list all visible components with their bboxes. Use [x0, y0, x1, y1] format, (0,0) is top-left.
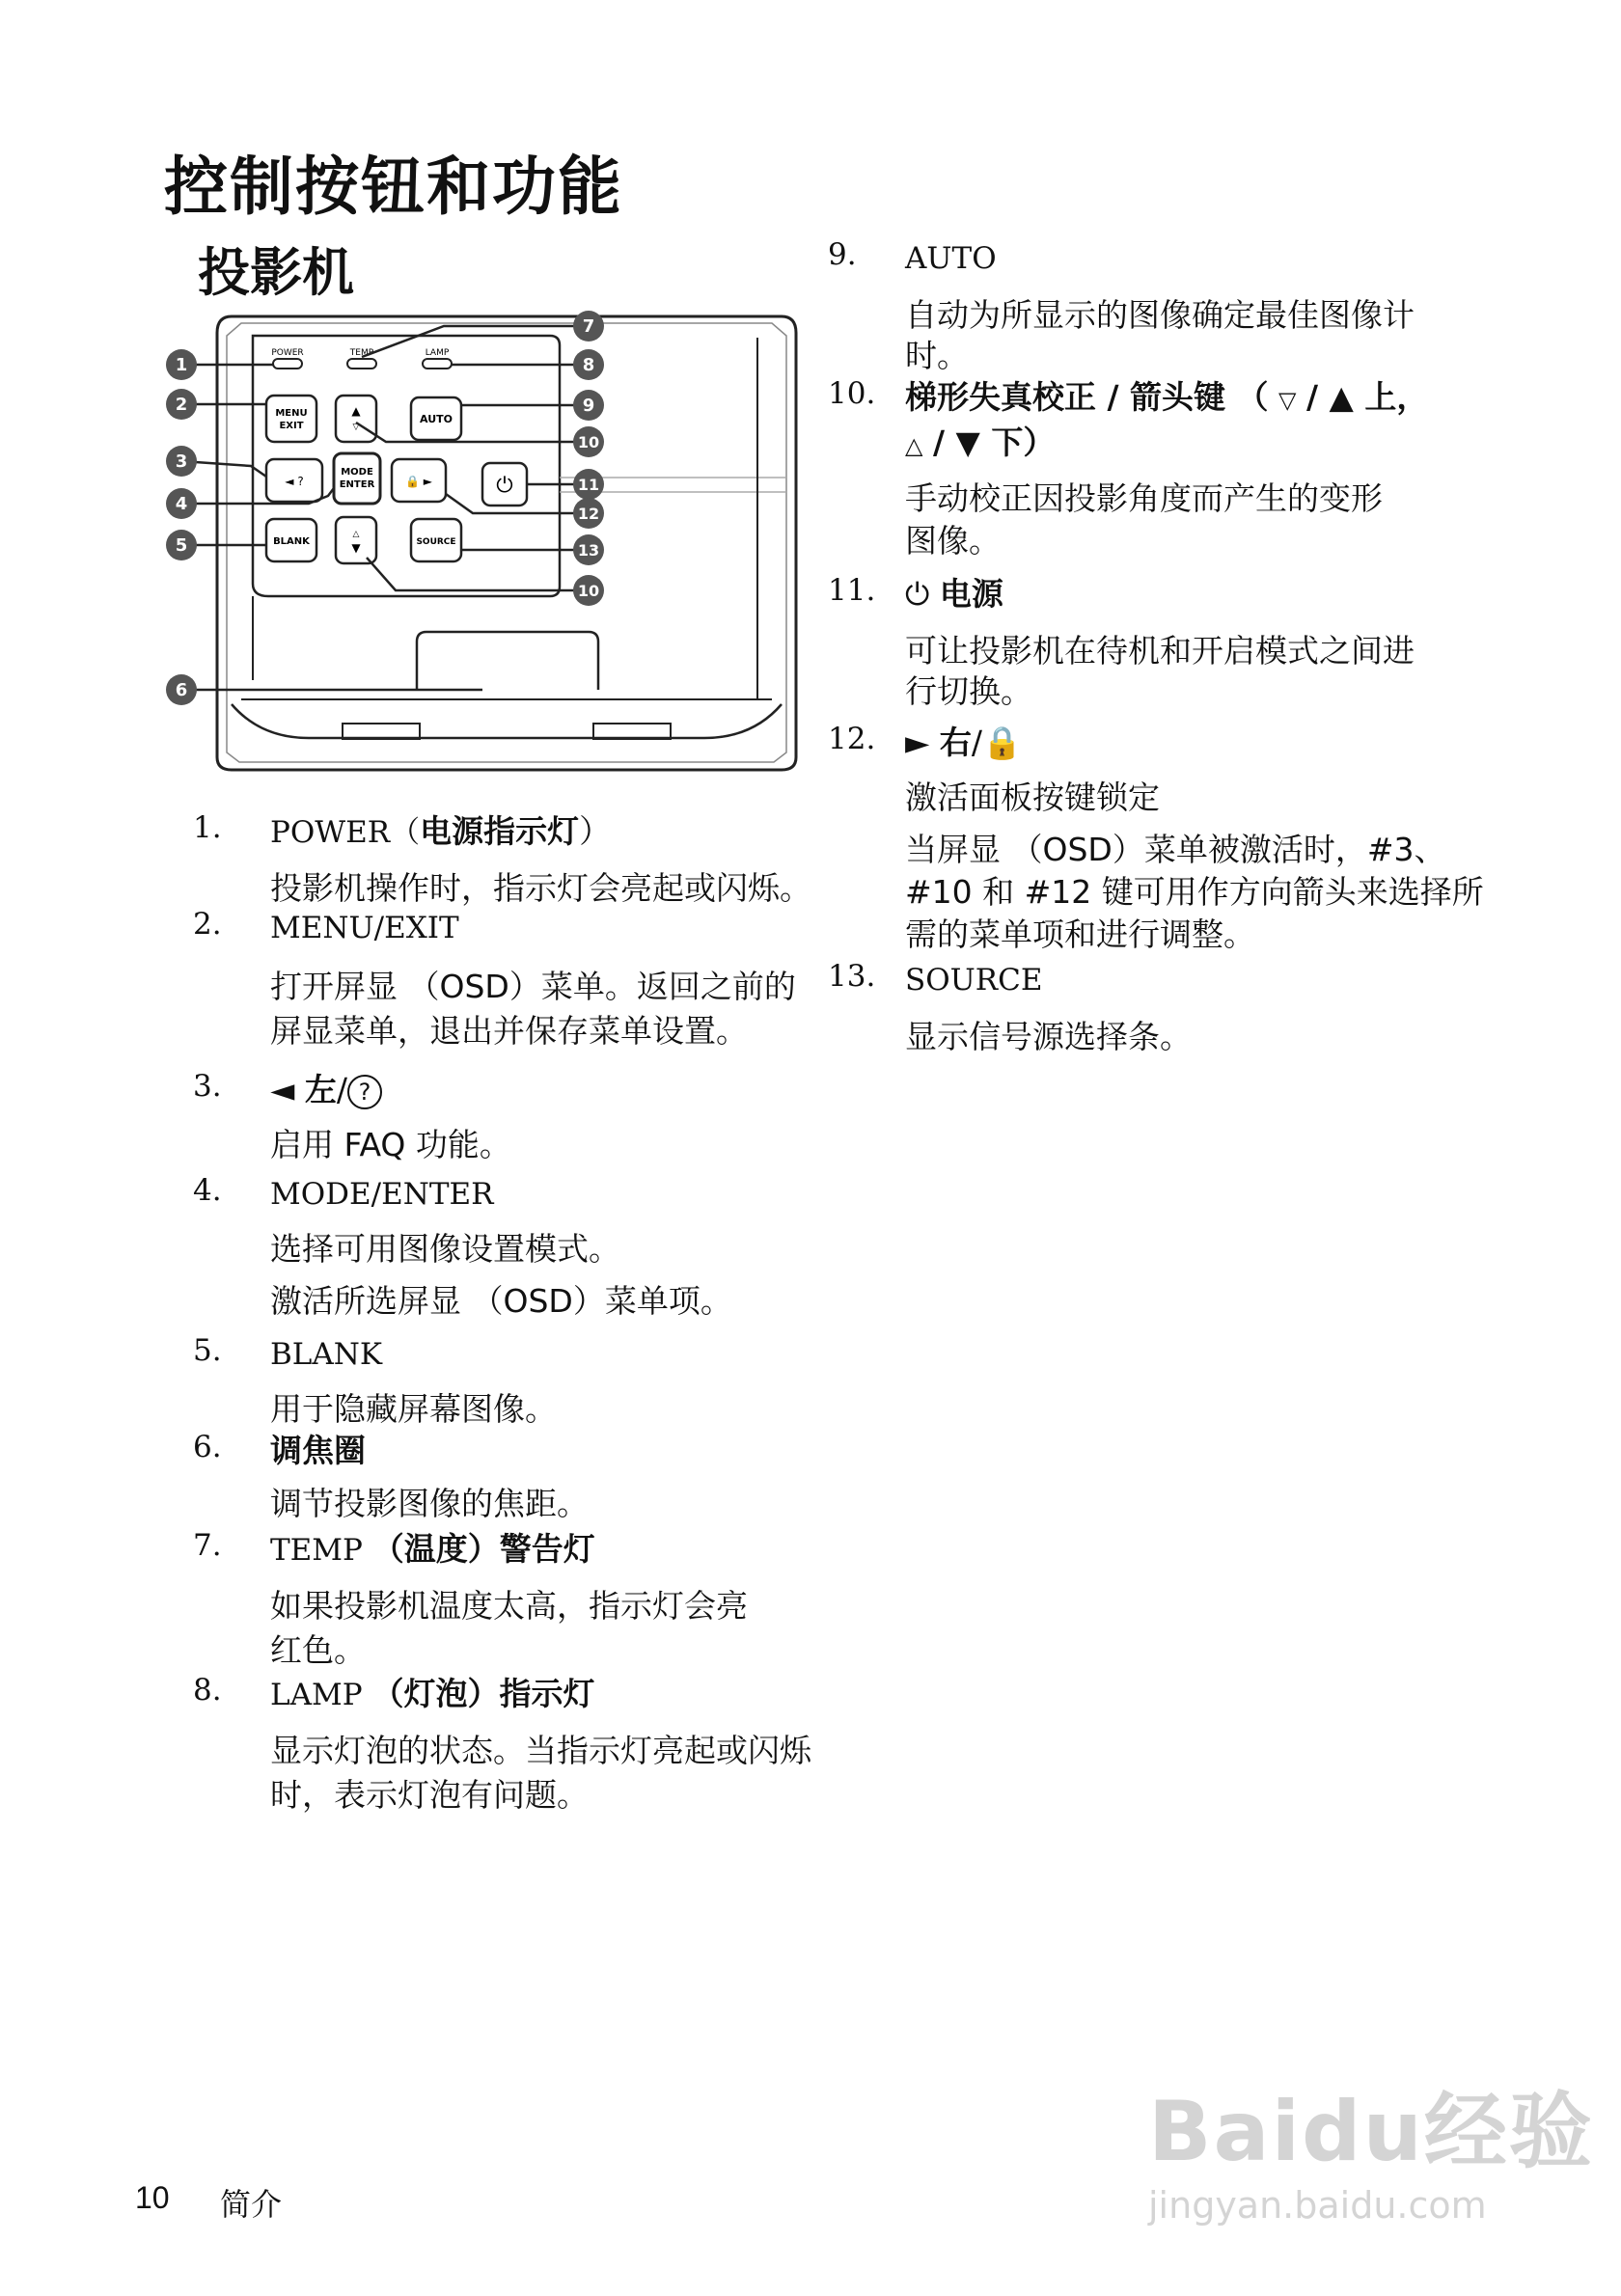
keystone-down-icon: △ — [905, 432, 923, 459]
menu-exit-button[interactable] — [266, 396, 316, 442]
auto-button[interactable] — [411, 397, 461, 440]
svg-text:11: 11 — [577, 476, 600, 494]
callout-4 — [166, 488, 197, 519]
callout-10b — [573, 575, 604, 606]
svg-text:▼: ▼ — [351, 541, 361, 555]
svg-text:7: 7 — [582, 316, 595, 337]
item-12-desc-2: 当屏显 （OSD）菜单被激活时，#3、 — [905, 831, 1446, 868]
keystone-up-icon: ▽ — [1278, 387, 1297, 414]
callout-10 — [573, 426, 604, 457]
up-keystone-button[interactable] — [336, 396, 376, 442]
item-10-desc-1: 手动校正因投影角度而产生的变形 — [905, 479, 1383, 517]
svg-text:5: 5 — [175, 535, 188, 556]
blank-button[interactable] — [266, 519, 316, 561]
callout-6 — [166, 674, 197, 705]
callout-8 — [573, 349, 604, 380]
callout-3 — [166, 446, 197, 477]
watermark-logo-text: Baidu经验 — [1148, 2084, 1594, 2180]
power-button[interactable] — [482, 463, 527, 506]
svg-text:10: 10 — [577, 582, 600, 600]
lamp-led-label: LAMP — [425, 348, 450, 358]
item-9-desc-1: 自动为所显示的图像确定最佳图像计 — [905, 296, 1415, 334]
item-1-desc: 投影机操作时，指示灯会亮起或闪烁。 — [270, 869, 811, 907]
svg-text:ENTER: ENTER — [339, 479, 375, 490]
svg-text:MENU: MENU — [275, 408, 308, 419]
page-title: 控制按钮和功能 — [164, 150, 623, 224]
down-keystone-button[interactable] — [336, 517, 376, 563]
svg-text:BLANK: BLANK — [273, 536, 310, 547]
svg-text:4: 4 — [175, 494, 188, 514]
left-faq-button[interactable] — [266, 459, 322, 502]
page-number: 10 — [135, 2180, 170, 2215]
item-6-desc: 调节投影图像的焦距。 — [270, 1485, 589, 1522]
svg-text:1: 1 — [175, 355, 188, 375]
svg-text:10: 10 — [577, 433, 600, 451]
svg-text:MODE: MODE — [341, 467, 373, 478]
source-button[interactable] — [411, 519, 461, 561]
svg-text:▲: ▲ — [351, 404, 361, 418]
callout-13 — [573, 534, 604, 565]
power-icon: ⏻ — [496, 474, 513, 498]
svg-text:3: 3 — [175, 451, 188, 472]
projector-panel-diagram — [164, 309, 820, 781]
svg-text:6: 6 — [175, 680, 188, 700]
item-8-desc-1: 显示灯泡的状态。当指示灯亮起或闪烁 — [270, 1732, 811, 1769]
section-subtitle: 投影机 — [198, 242, 354, 303]
power-icon: ⏻ — [905, 576, 930, 613]
item-10-head-line2: △ / ▼ 下） — [905, 424, 1056, 461]
svg-text:9: 9 — [582, 396, 595, 416]
item-5-desc: 用于隐藏屏幕图像。 — [270, 1390, 557, 1428]
svg-text:13: 13 — [577, 541, 600, 560]
temp-led-label: TEMP — [349, 348, 374, 358]
baidu-watermark — [1148, 2064, 1594, 2227]
callout-7 — [573, 311, 604, 342]
callout-9 — [573, 390, 604, 421]
svg-text:2: 2 — [175, 395, 188, 415]
svg-text:△: △ — [352, 530, 360, 539]
svg-text:🔒 ►: 🔒 ► — [405, 475, 432, 488]
svg-text:8: 8 — [582, 355, 595, 375]
lock-icon: 🔒 — [982, 724, 1023, 761]
svg-text:SOURCE: SOURCE — [416, 537, 456, 547]
mode-enter-button[interactable] — [334, 453, 380, 504]
lamp-led — [423, 359, 452, 369]
svg-text:12: 12 — [577, 505, 600, 523]
item-2-desc-2: 屏显菜单，退出并保存菜单设置。 — [270, 1012, 748, 1050]
callout-12 — [573, 498, 604, 529]
item-10-desc-2: 图像。 — [905, 522, 1001, 560]
item-2-desc-1: 打开屏显 （OSD）菜单。返回之前的 — [270, 968, 796, 1005]
item-9-desc-2: 时。 — [905, 337, 969, 374]
item-8-desc-2: 时，表示灯泡有问题。 — [270, 1776, 589, 1814]
item-3-desc: 启用 FAQ 功能。 — [270, 1126, 511, 1163]
item-12-desc-4: 需的菜单项和进行调整。 — [905, 916, 1255, 953]
right-lock-button[interactable] — [392, 459, 446, 502]
power-led-label: POWER — [271, 348, 304, 358]
power-led — [273, 359, 302, 369]
callout-5 — [166, 530, 197, 560]
svg-text:▽: ▽ — [352, 423, 360, 432]
callout-1 — [166, 349, 197, 380]
svg-text:◄ ?: ◄ ? — [285, 475, 304, 488]
item-12-desc-3: #10 和 #12 键可用作方向箭头来选择所 — [905, 873, 1484, 911]
item-12-desc-1: 激活面板按键锁定 — [905, 779, 1160, 816]
item-7-desc-2: 红色。 — [270, 1631, 366, 1669]
item-13-desc: 显示信号源选择条。 — [905, 1018, 1192, 1055]
help-icon: ? — [347, 1075, 382, 1109]
item-4-desc-2: 激活所选屏显 （OSD）菜单项。 — [270, 1282, 732, 1320]
callout-2 — [166, 389, 197, 420]
item-7-desc-1: 如果投影机温度太高，指示灯会亮 — [270, 1587, 748, 1625]
section-name: 简介 — [220, 2186, 283, 2223]
watermark-url: jingyan.baidu.com — [1148, 2184, 1487, 2227]
temp-led — [347, 359, 376, 369]
item-11-desc-1: 可让投影机在待机和开启模式之间进 — [905, 632, 1415, 670]
svg-text:EXIT: EXIT — [279, 421, 304, 431]
item-4-desc-1: 选择可用图像设置模式。 — [270, 1230, 620, 1268]
callout-11 — [573, 469, 604, 500]
item-11-desc-2: 行切换。 — [905, 672, 1032, 710]
svg-text:AUTO: AUTO — [420, 413, 453, 425]
